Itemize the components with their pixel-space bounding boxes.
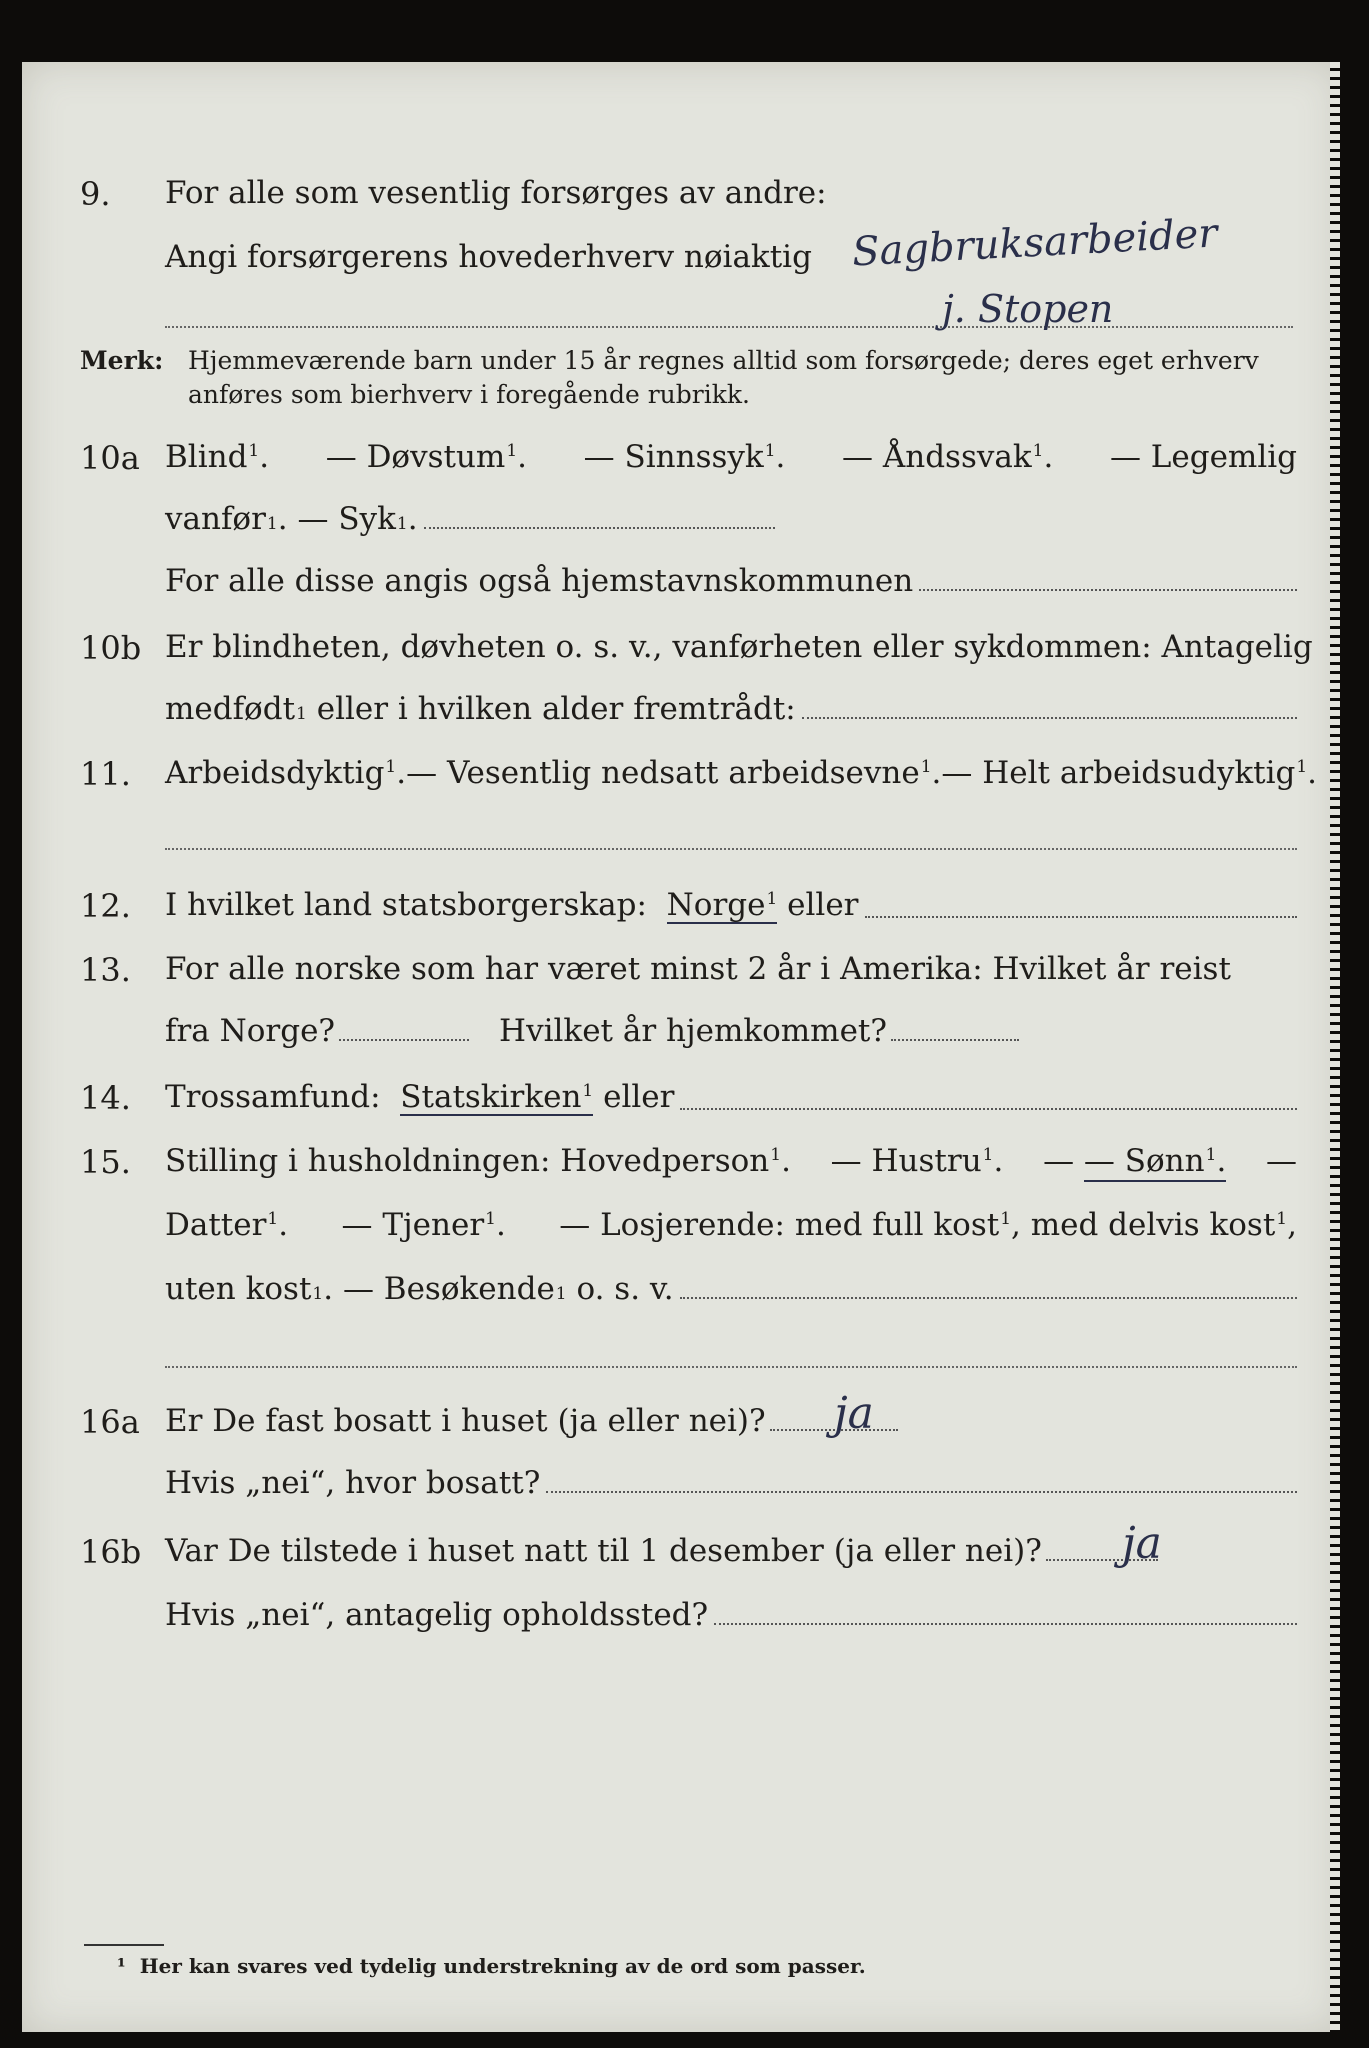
opt-sinnssyk: — Sinnssyk: [583, 439, 764, 475]
opt-datter: Datter: [165, 1207, 267, 1243]
opt-udyktig: — Helt arbeidsudyktig: [941, 755, 1296, 791]
q16a-bosatt-line: [546, 1491, 1297, 1493]
q14-number: 14.: [80, 1079, 131, 1117]
merk-note: [80, 344, 1259, 412]
census-form-page: 9. For alle som vesentlig forsørges av andre: Angi forsørgerens hovederhverv nøiaktig Sagbruksarbeider j. Stopen Merk: Hjemmeværende barn under 15 år regnes alltid som forsørgede; deres eget erhverv anføres som bierhverv i foregående rubrikk. 10a Blind$^1$. — Døvstum$^1$. — Sinnssyk$^1$. — Åndssvak$^1$. — Legemlig vanfør 1 . — Syk 1 . For alle disse angis også hjemstavnskommunen 10b Er blindheten, døvheten o. s. v., vanførheten eller sykdommen: Antagelig medfødt 1 eller i hvilken alder fremtrådt: 11. Arbeidsdyktig$^1$. — Vesentlig nedsatt arbeidsevne$^1$. — Helt arbeidsudyktig$^1$. 12. I hvilket land statsborgerskap: Norge$^1$ eller 13. For alle norske som har været minst 2 år i Amerika: Hvilket år reist fra Norge? Hvilket år hjemkommet? 14. Trossamfund: Statskirken$^1$ eller 15. Stilling i husholdningen: Hovedperson$^1$. — Hustru$^1$. — — Sønn$^1$. — Datter$^1$. — Tjener$^1$. — Losjerende: med full kost$^1$, med delvis kost$^1$, uten kost 1 . — Besøkende 1 o. s. v. 16a Er De fast bosatt i huset (ja eller nei)? ja Hvis „nei“, hvor bosatt? 16b Var De tilstede i huset natt til 1 desember (ja eller nei)? ja Hvis „nei“, antagelig opholdssted? ¹ Her kan svares ved tydelig understrekning av de ord som passer.: [22, 62, 1340, 2032]
q12-text: I hvilket land statsborgerskap:: [165, 887, 647, 923]
q13-number: 13.: [80, 951, 131, 989]
opt-nedsatt: — Vesentlig nedsatt arbeidsevne: [406, 755, 920, 791]
q13-reist-text: fra Norge?: [165, 1013, 336, 1049]
q16a-number: 16a: [80, 1403, 140, 1441]
q9-handwritten-place: j. Stopen: [942, 287, 1114, 331]
q12-eller: eller: [787, 887, 859, 923]
q12-answer-line: [865, 916, 1298, 918]
q14-text: Trossamfund:: [165, 1079, 381, 1115]
q15-answer-line: [680, 1297, 1297, 1299]
q9-number: 9.: [80, 175, 111, 213]
opt-blind: Blind: [165, 439, 248, 475]
q16b-text1: Var De tilstede i huset natt til 1 desember (ja eller nei)?: [165, 1533, 1042, 1569]
merk-label: Merk:: [80, 346, 164, 375]
q16b-text2: Hvis „nei“, antagelig opholdssted?: [165, 1597, 709, 1633]
merk-line1: Hjemmeværende barn under 15 år regnes alltid som forsørgede; deres eget erhverv: [188, 346, 1259, 375]
q10b-text1: Er blindheten, døvheten o. s. v., vanførheten eller sykdommen: Antagelig: [165, 629, 1313, 665]
q9-text1: For alle som vesentlig forsørges av andre:: [165, 175, 827, 211]
opt-medfodt: medfødt: [165, 691, 296, 727]
q14-eller: eller: [603, 1079, 675, 1115]
opt-dovstum: — Døvstum: [325, 439, 506, 475]
q10a-hjemstavn-line: [919, 589, 1297, 591]
q10b-alder-text: eller i hvilken alder fremtrådt:: [316, 691, 796, 727]
q15-dash: —: [1266, 1143, 1297, 1179]
q11-continuation-line: [165, 848, 1297, 850]
q15-osv: o. s. v.: [576, 1271, 674, 1307]
opt-vanfor: vanfør: [165, 501, 266, 537]
q10a-hjemstavn-text: For alle disse angis også hjemstavnskommunen: [165, 563, 914, 599]
opt-arbeidsdyktig: Arbeidsdyktig: [165, 755, 385, 791]
opt-statskirken-underlined: Statskirken: [400, 1079, 582, 1115]
opt-syk: — Syk: [297, 501, 396, 537]
q16b-opholdssted-line: [714, 1623, 1297, 1625]
footnote-text: Her kan svares ved tydelig understrekning av de ord som passer.: [139, 1954, 866, 1978]
q10a-syk-line: [424, 527, 775, 529]
opt-uten-kost: uten kost: [165, 1271, 312, 1307]
q14-answer-line: [680, 1108, 1297, 1110]
perforated-edge: [1330, 62, 1340, 2032]
opt-tjener: — Tjener: [341, 1207, 485, 1243]
opt-sonn-underlined: — Sønn: [1083, 1143, 1205, 1179]
q12-number: 12.: [80, 887, 131, 925]
q15-continuation-line: [165, 1366, 1297, 1368]
q15-number: 15.: [80, 1143, 131, 1181]
opt-legemlig: — Legemlig: [1109, 439, 1297, 475]
opt-delvis-kost: , med delvis kost: [1011, 1207, 1276, 1243]
footnote-mark: ¹: [117, 1954, 126, 1978]
q10b-number: 10b: [80, 629, 142, 667]
footnote: [117, 1954, 866, 1978]
q9-text2: Angi forsørgerens hovederhverv nøiaktig: [165, 239, 812, 275]
opt-norge-underlined: Norge: [666, 887, 766, 923]
opt-full-kost: — Losjerende: med full kost: [559, 1207, 1000, 1243]
q9-handwritten-occupation: Sagbruksarbeider: [851, 210, 1219, 276]
q13-hjemkommet-text: Hvilket år hjemkommet?: [499, 1013, 888, 1049]
q9-continuation-line: [165, 326, 1293, 328]
q16a-handwritten-answer: ja: [834, 1388, 874, 1439]
opt-hustru: — Hustru: [830, 1143, 982, 1179]
footnote-rule: [84, 1944, 164, 1946]
q16b-handwritten-answer: ja: [1122, 1518, 1162, 1569]
opt-hovedperson: Stilling i husholdningen: Hovedperson: [165, 1143, 770, 1179]
q16a-text2: Hvis „nei“, hvor bosatt?: [165, 1465, 541, 1501]
q13-reist-line: [339, 1039, 469, 1041]
q10a-number: 10a: [80, 439, 140, 477]
q11-number: 11.: [80, 755, 131, 793]
q16a-text1: Er De fast bosatt i huset (ja eller nei)?: [165, 1403, 766, 1439]
merk-line2: anføres som bierhverv i foregående rubrikk.: [188, 380, 750, 409]
q10b-answer-line: [802, 717, 1297, 719]
q13-text1: For alle norske som har været minst 2 år i Amerika: Hvilket år reist: [165, 951, 1231, 987]
q16b-number: 16b: [80, 1533, 142, 1571]
q13-hjemkommet-line: [891, 1039, 1019, 1041]
opt-besokende: — Besøkende: [342, 1271, 555, 1307]
opt-andssvak: — Åndssvak: [842, 439, 1032, 475]
